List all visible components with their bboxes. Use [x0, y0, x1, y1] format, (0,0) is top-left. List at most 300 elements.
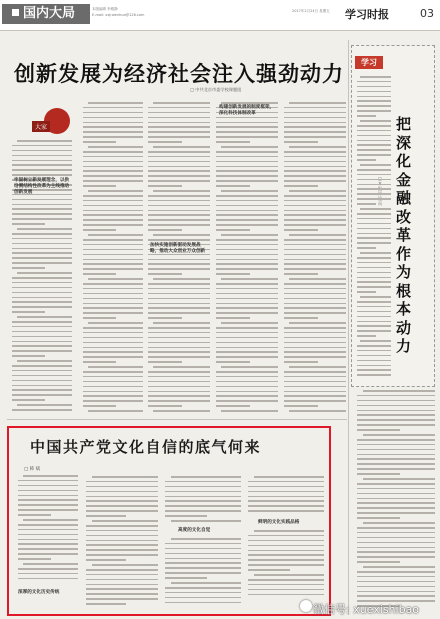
- text-line: [284, 332, 346, 334]
- text-line: [86, 603, 126, 605]
- text-line: [165, 543, 241, 545]
- text-line: [148, 195, 210, 197]
- text-line: [165, 505, 241, 507]
- text-line: [83, 307, 143, 309]
- text-line: [357, 125, 391, 127]
- text-line: [216, 249, 278, 251]
- text-line: [284, 337, 346, 339]
- text-line: [254, 476, 324, 478]
- text-line: [357, 424, 435, 426]
- text-line: [86, 554, 158, 556]
- text-line: [357, 174, 391, 176]
- text-line: [357, 203, 376, 205]
- text-line: [248, 589, 324, 591]
- section-divider: [7, 419, 347, 420]
- text-line: [357, 468, 435, 470]
- text-line: [165, 592, 241, 594]
- text-line: [221, 102, 278, 104]
- text-line: [284, 166, 346, 168]
- text-line: [18, 543, 78, 545]
- text-line: [357, 449, 435, 451]
- text-line: [216, 136, 278, 138]
- text-line: [357, 556, 435, 558]
- text-line: [12, 394, 72, 396]
- text-line: [357, 488, 435, 490]
- text-line: [360, 164, 391, 166]
- text-line: [357, 360, 391, 362]
- text-line: [12, 218, 72, 220]
- text-line: [284, 205, 346, 207]
- text-line: [12, 311, 45, 313]
- text-line: [83, 210, 143, 212]
- text-line: [357, 527, 435, 529]
- text-line: [357, 144, 391, 146]
- text-line: [248, 481, 324, 483]
- text-line: [357, 586, 435, 588]
- text-line: [357, 405, 435, 407]
- text-line: [83, 356, 143, 358]
- text-line: [284, 273, 318, 275]
- text-line: [18, 524, 78, 526]
- text-line: [357, 561, 400, 563]
- text-line: [357, 400, 435, 402]
- feature-subhead-2: 深厚的文化历史传统: [18, 590, 60, 595]
- text-line: [86, 530, 158, 532]
- text-line: [86, 574, 158, 576]
- text-line: [83, 332, 143, 334]
- text-line: [148, 263, 210, 265]
- text-line: [284, 376, 346, 378]
- text-line: [357, 458, 435, 460]
- text-line: [83, 386, 143, 388]
- text-line: [12, 341, 72, 343]
- text-line: [86, 481, 158, 483]
- text-line: [216, 386, 278, 388]
- text-line: [248, 569, 290, 571]
- text-line: [284, 175, 346, 177]
- text-line: [23, 563, 78, 565]
- text-line: [216, 122, 278, 124]
- text-line: [83, 107, 143, 109]
- text-line: [357, 257, 391, 259]
- text-line: [284, 107, 346, 109]
- text-line: [148, 259, 210, 261]
- lead-text-col-3: [148, 102, 210, 418]
- text-line: [83, 337, 143, 339]
- text-line: [248, 505, 324, 507]
- text-line: [248, 559, 324, 561]
- text-line: [357, 291, 376, 293]
- text-line: [216, 214, 278, 216]
- text-line: [216, 351, 278, 353]
- text-line: [216, 400, 278, 402]
- text-line: [284, 239, 346, 241]
- text-line: [216, 303, 278, 305]
- text-line: [216, 298, 278, 300]
- wechat-icon: [300, 600, 312, 612]
- text-line: [153, 410, 210, 412]
- text-line: [289, 322, 346, 324]
- text-line: [216, 381, 278, 383]
- text-line: [284, 151, 346, 153]
- text-line: [284, 347, 346, 349]
- text-line: [248, 491, 324, 493]
- text-line: [357, 130, 391, 132]
- text-line: [284, 259, 346, 261]
- text-line: [171, 520, 241, 522]
- text-line: [221, 234, 278, 236]
- text-line: [12, 399, 45, 401]
- text-line: [357, 547, 435, 549]
- text-line: [148, 224, 210, 226]
- text-line: [83, 273, 116, 275]
- text-line: [216, 337, 278, 339]
- text-line: [165, 567, 241, 569]
- text-line: [216, 244, 278, 246]
- text-line: [12, 385, 72, 387]
- text-line: [148, 386, 210, 388]
- text-line: [83, 219, 143, 221]
- text-line: [148, 312, 210, 314]
- text-line: [284, 288, 346, 290]
- text-line: [18, 553, 78, 555]
- text-line: [12, 297, 72, 299]
- text-line: [357, 277, 391, 279]
- text-line: [148, 185, 182, 187]
- text-line: [83, 170, 143, 172]
- text-line: [216, 356, 278, 358]
- text-line: [148, 327, 210, 329]
- feature-subhead-3: 鲜明的文化实践品格: [258, 520, 300, 525]
- section-title: 国内大局: [23, 6, 76, 21]
- text-line: [12, 365, 72, 367]
- text-line: [148, 303, 210, 305]
- text-line: [148, 395, 210, 397]
- text-line: [360, 340, 391, 342]
- text-line: [357, 237, 391, 239]
- text-line: [17, 140, 72, 142]
- text-line: [148, 131, 210, 133]
- text-line: [83, 381, 143, 383]
- section-label: [2, 4, 90, 24]
- text-line: [86, 525, 158, 527]
- text-line: [83, 131, 143, 133]
- text-line: [284, 161, 346, 163]
- text-line: [148, 205, 210, 207]
- text-line: [248, 510, 324, 512]
- text-line: [284, 386, 346, 388]
- text-line: [284, 219, 346, 221]
- text-line: [165, 577, 207, 579]
- text-line: [165, 491, 241, 493]
- text-line: [12, 409, 72, 411]
- text-line: [18, 504, 78, 506]
- text-line: [357, 335, 376, 337]
- text-line: [17, 360, 72, 362]
- text-line: [165, 558, 241, 560]
- text-line: [357, 429, 400, 431]
- text-line: [357, 537, 435, 539]
- text-line: [357, 350, 391, 352]
- text-line: [289, 146, 346, 148]
- text-line: [360, 120, 391, 122]
- text-line: [357, 345, 391, 347]
- text-line: [12, 238, 72, 240]
- text-line: [363, 522, 435, 524]
- text-line: [86, 540, 158, 542]
- text-line: [148, 126, 210, 128]
- text-line: [357, 473, 400, 475]
- text-line: [23, 475, 78, 477]
- text-line: [284, 400, 346, 402]
- text-line: [360, 296, 391, 298]
- lead-text-col-4: [216, 102, 278, 418]
- text-line: [284, 156, 346, 158]
- text-line: [148, 376, 210, 378]
- text-line: [83, 405, 116, 407]
- text-line: [284, 136, 346, 138]
- column-text-1: [357, 76, 391, 381]
- text-line: [289, 234, 346, 236]
- text-line: [289, 366, 346, 368]
- text-line: [17, 228, 72, 230]
- text-line: [148, 307, 210, 309]
- text-line: [92, 476, 158, 478]
- text-line: [357, 115, 376, 117]
- text-line: [284, 195, 346, 197]
- text-line: [12, 169, 72, 171]
- text-line: [248, 550, 324, 552]
- text-line: [216, 395, 278, 397]
- text-line: [12, 380, 72, 382]
- column-divider: [348, 40, 349, 615]
- text-line: [86, 544, 158, 546]
- text-line: [88, 366, 143, 368]
- text-line: [83, 205, 143, 207]
- text-line: [83, 259, 143, 261]
- text-line: [357, 444, 435, 446]
- text-line: [148, 371, 210, 373]
- text-line: [254, 574, 324, 576]
- text-line: [357, 188, 391, 190]
- text-line: [357, 272, 391, 274]
- text-line: [357, 507, 435, 509]
- text-line: [148, 151, 210, 153]
- text-line: [148, 361, 182, 363]
- text-line: [357, 198, 391, 200]
- text-line: [83, 361, 116, 363]
- text-line: [284, 298, 346, 300]
- text-line: [216, 332, 278, 334]
- text-line: [148, 337, 210, 339]
- lead-headline: 创新发展为经济社会注入强劲动力: [14, 62, 344, 86]
- text-line: [12, 267, 45, 269]
- text-line: [357, 193, 391, 195]
- text-line: [284, 283, 346, 285]
- text-line: [17, 404, 72, 406]
- text-line: [357, 551, 435, 553]
- text-line: [360, 208, 391, 210]
- text-line: [284, 361, 318, 363]
- lead-subhead-3: 加快实施创新驱动发展战略，推动大众创业万众创新: [150, 243, 206, 254]
- text-line: [18, 495, 78, 497]
- text-line: [357, 512, 435, 514]
- text-line: [18, 509, 78, 511]
- text-line: [284, 200, 346, 202]
- text-line: [363, 566, 435, 568]
- text-line: [83, 117, 143, 119]
- text-line: [12, 292, 72, 294]
- text-line: [284, 214, 346, 216]
- text-line: [284, 307, 346, 309]
- text-line: [284, 244, 346, 246]
- text-line: [357, 321, 391, 323]
- text-line: [357, 355, 391, 357]
- text-line: [357, 517, 400, 519]
- text-line: [148, 214, 210, 216]
- text-line: [284, 356, 346, 358]
- text-line: [12, 331, 72, 333]
- text-line: [216, 288, 278, 290]
- text-line: [216, 283, 278, 285]
- text-line: [83, 136, 143, 138]
- text-line: [357, 91, 391, 93]
- text-line: [153, 322, 210, 324]
- text-line: [86, 598, 158, 600]
- text-line: [83, 175, 143, 177]
- text-line: [12, 155, 72, 157]
- text-line: [357, 247, 376, 249]
- text-line: [248, 594, 324, 596]
- text-line: [18, 534, 78, 536]
- text-line: [357, 184, 391, 186]
- text-line: [86, 584, 158, 586]
- text-line: [18, 548, 78, 550]
- text-line: [284, 263, 346, 265]
- text-line: [83, 151, 143, 153]
- text-line: [148, 141, 182, 143]
- text-line: [165, 481, 241, 483]
- text-line: [357, 498, 435, 500]
- text-line: [216, 229, 250, 231]
- text-line: [284, 268, 346, 270]
- text-line: [165, 562, 241, 564]
- text-line: [357, 439, 435, 441]
- text-line: [216, 180, 278, 182]
- text-line: [83, 122, 143, 124]
- text-line: [216, 166, 278, 168]
- text-line: [148, 400, 210, 402]
- text-line: [216, 151, 278, 153]
- text-line: [171, 538, 241, 540]
- text-line: [216, 259, 278, 261]
- text-line: [216, 293, 278, 295]
- text-line: [18, 539, 78, 541]
- text-line: [284, 210, 346, 212]
- text-line: [284, 342, 346, 344]
- text-line: [86, 569, 158, 571]
- text-line: [12, 262, 72, 264]
- text-line: [86, 496, 158, 498]
- text-line: [254, 530, 324, 532]
- text-line: [216, 273, 250, 275]
- text-line: [357, 169, 391, 171]
- text-line: [360, 252, 391, 254]
- text-line: [165, 500, 241, 502]
- text-line: [284, 224, 346, 226]
- text-line: [357, 306, 391, 308]
- feature-text-col-1: [18, 475, 78, 585]
- text-line: [12, 248, 72, 250]
- text-line: [12, 336, 72, 338]
- email-line: E-mail: xxjrwenhua@126.com: [92, 13, 145, 17]
- text-line: [216, 254, 278, 256]
- text-line: [148, 288, 210, 290]
- text-line: [248, 496, 324, 498]
- text-line: [12, 282, 72, 284]
- text-line: [284, 180, 346, 182]
- text-line: [23, 519, 78, 521]
- text-line: [148, 351, 210, 353]
- text-line: [153, 278, 210, 280]
- text-line: [83, 195, 143, 197]
- text-line: [357, 532, 435, 534]
- text-line: [284, 405, 318, 407]
- text-line: [216, 205, 278, 207]
- text-line: [83, 263, 143, 265]
- text-line: [83, 112, 143, 114]
- text-line: [216, 263, 278, 265]
- text-line: [148, 161, 210, 163]
- newspaper-brand: 学习时报: [345, 8, 389, 21]
- text-line: [83, 351, 143, 353]
- text-line: [83, 303, 143, 305]
- text-line: [289, 410, 346, 412]
- text-line: [88, 278, 143, 280]
- text-line: [148, 166, 210, 168]
- text-line: [357, 110, 391, 112]
- text-line: [12, 243, 72, 245]
- column-text-2: [357, 390, 435, 614]
- text-line: [289, 278, 346, 280]
- lead-byline: □ 中共北京市委学校课题组: [190, 87, 242, 92]
- text-line: [357, 595, 435, 597]
- column-article-title: 把深化金融改革作为根本动力: [396, 115, 412, 355]
- text-line: [216, 195, 278, 197]
- text-line: [83, 156, 143, 158]
- text-line: [284, 170, 346, 172]
- section-square-icon: [12, 9, 19, 16]
- lead-subhead-1: 牢固树立新发展理念，以供给侧结构性改革为主线推动创新发展: [14, 178, 70, 195]
- column-tag: 学习: [355, 56, 383, 69]
- text-line: [216, 219, 278, 221]
- text-line: [148, 210, 210, 212]
- text-line: [357, 135, 391, 137]
- feature-text-col-3b: [165, 538, 241, 610]
- text-line: [284, 293, 346, 295]
- text-line: [363, 478, 435, 480]
- text-line: [12, 252, 72, 254]
- text-line: [284, 131, 346, 133]
- text-line: [363, 434, 435, 436]
- text-line: [216, 200, 278, 202]
- feature-author: □ 韩 斌: [24, 467, 41, 472]
- text-line: [18, 529, 78, 531]
- text-line: [284, 122, 346, 124]
- text-line: [357, 419, 435, 421]
- text-line: [248, 564, 324, 566]
- text-line: [148, 391, 210, 393]
